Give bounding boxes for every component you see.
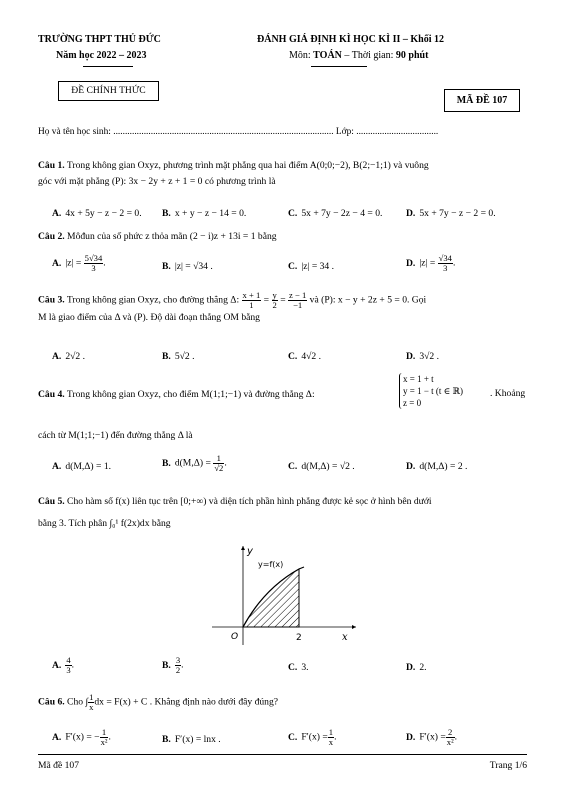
question-6-text-post: dx = F(x) + C . Khẳng định nào dưới đây đúng? bbox=[94, 696, 279, 708]
question-6-text: Cho ∫ bbox=[64, 696, 89, 708]
fraction bbox=[288, 291, 307, 310]
question-3-text-post: và (P): x − y + 2z + 5 = 0. Gọi bbox=[307, 294, 427, 306]
q2-option-b[interactable] bbox=[162, 261, 213, 272]
x-tick-label: 2 bbox=[296, 633, 302, 643]
fraction bbox=[242, 291, 262, 310]
option-label: C. bbox=[288, 208, 298, 219]
fraction bbox=[65, 656, 71, 675]
x-axis-arrow bbox=[352, 625, 356, 629]
q5-option-b[interactable]: B. $\frac{3}{2}$ . bbox=[162, 655, 184, 675]
option-label: A. bbox=[52, 731, 62, 743]
footer-exam-code: Mã đề 107 bbox=[38, 760, 80, 771]
denominator: x bbox=[89, 702, 94, 712]
question-5 bbox=[38, 491, 533, 535]
q4-option-a[interactable] bbox=[52, 461, 111, 472]
exam-code: MÃ ĐỀ 107 bbox=[456, 95, 508, 106]
option-label: C. bbox=[288, 662, 298, 673]
subject-name: TOÁN bbox=[313, 50, 342, 61]
numerator: z − 1 bbox=[289, 290, 307, 300]
option-text: F′(x) = − bbox=[65, 731, 100, 743]
q1-option-d[interactable] bbox=[406, 208, 496, 219]
denominator: x² bbox=[100, 737, 108, 747]
year-underline bbox=[83, 66, 133, 67]
q3-option-a[interactable] bbox=[52, 351, 85, 362]
time-label: – Thời gian: bbox=[341, 50, 396, 61]
question-4-text-post: . Khoảng bbox=[490, 388, 526, 399]
question-1-label: Câu 1. bbox=[38, 160, 65, 171]
option-label: D. bbox=[406, 208, 416, 219]
option-label: A. bbox=[52, 257, 62, 269]
option-label: D. bbox=[406, 461, 416, 472]
student-info-line: Họ và tên học sinh: .............................................................................................. Lớp: ................................... bbox=[38, 127, 439, 137]
y-axis-label: y bbox=[247, 546, 253, 557]
fraction bbox=[175, 656, 181, 675]
option-label: D. bbox=[406, 731, 416, 743]
option-text: 3. bbox=[301, 662, 309, 673]
numerator: 4 bbox=[66, 655, 71, 665]
question-4 bbox=[38, 388, 315, 402]
fraction bbox=[438, 254, 453, 273]
q3-option-b[interactable] bbox=[162, 351, 194, 362]
option-label: B. bbox=[162, 261, 171, 272]
option-text: d(M,Δ) = 1. bbox=[65, 461, 112, 472]
question-6-label: Câu 6. bbox=[38, 696, 65, 708]
exam-code-box bbox=[444, 89, 520, 112]
denominator: 3 bbox=[66, 665, 71, 675]
numerator: 5√34 bbox=[84, 253, 103, 263]
q4-option-c[interactable] bbox=[288, 461, 355, 472]
exam-time: 90 phút bbox=[395, 50, 429, 61]
q2-option-c[interactable] bbox=[288, 261, 334, 272]
q5-option-c[interactable] bbox=[288, 662, 309, 673]
option-text: 5x + 7y − 2z − 4 = 0. bbox=[301, 208, 383, 219]
option-label: C. bbox=[288, 351, 298, 362]
option-label: A. bbox=[52, 461, 62, 472]
question-1-text: Trong không gian Oxyz, phương trình mặt phẳng qua hai điểm A(0;0;−2), B(2;−1;1) và vuông bbox=[64, 160, 429, 171]
question-3-text: Trong không gian Oxyz, cho đường thẳng Δ: bbox=[64, 294, 242, 306]
question-3: Câu 3. Trong không gian Oxyz, cho đường thẳng Δ: $\frac{x + 1}{1}$ = $\frac{y}{2}$ = $\frac{z - 1}{-1}$ và (P): x − y + 2z + 5 = 0. Gọi M là giao điểm của Δ và (P). Độ dài đoạn thẳng OM bằng bbox=[38, 290, 427, 323]
option-text: 4x + 5y − z − 2 = 0. bbox=[65, 208, 142, 219]
question-2-label: Câu 2. bbox=[38, 231, 65, 242]
option-label: B. bbox=[162, 457, 171, 469]
option-label: B. bbox=[162, 208, 171, 219]
numerator: 3 bbox=[175, 655, 181, 665]
option-text: 2. bbox=[419, 662, 427, 673]
denominator: 3 bbox=[443, 263, 448, 273]
function-label: y=f(x) bbox=[258, 560, 284, 569]
footer-page-number: Trang 1/6 bbox=[489, 760, 527, 771]
question-5-label: Câu 5. bbox=[38, 496, 65, 507]
question-2-text: Môđun của số phức z thỏa mãn (2 − i)z + 13i = 1 bằng bbox=[64, 231, 277, 242]
system-eq-3: z = 0 bbox=[403, 398, 422, 408]
subject-line bbox=[289, 50, 428, 61]
option-text: 4√2 . bbox=[301, 351, 321, 362]
question-5-text: Cho hàm số f(x) liên tục trên [0;+∞) và diện tích phần hình phẳng được kẻ sọc ở hình bên dưới bbox=[64, 496, 432, 507]
system-brace bbox=[399, 373, 463, 409]
q6-option-b[interactable] bbox=[162, 734, 221, 745]
option-label: B. bbox=[162, 659, 171, 671]
option-text: |z| = √34 . bbox=[174, 261, 213, 272]
question-1 bbox=[38, 158, 533, 190]
fraction bbox=[272, 291, 278, 310]
question-3-text-b: M là giao điểm của Δ và (P). Độ dài đoạn thẳng OM bằng bbox=[38, 312, 260, 323]
function-graph bbox=[210, 543, 360, 648]
numerator: 1 bbox=[89, 692, 94, 702]
subject-underline bbox=[311, 66, 367, 67]
option-text: x + y − z − 14 = 0. bbox=[174, 208, 247, 219]
school-year: Năm học 2022 – 2023 bbox=[56, 50, 147, 61]
denominator: −1 bbox=[293, 300, 303, 310]
q4-option-d[interactable] bbox=[406, 461, 467, 472]
question-4-label: Câu 4. bbox=[38, 389, 65, 400]
official-exam-label: ĐỀ CHÍNH THỨC bbox=[71, 85, 146, 96]
q3-option-c[interactable] bbox=[288, 351, 321, 362]
numerator: 2 bbox=[446, 728, 455, 738]
fraction bbox=[84, 254, 104, 273]
numerator: x + 1 bbox=[242, 290, 261, 300]
denominator: x² bbox=[446, 737, 454, 747]
q6-option-d[interactable]: D. F′(x) = $\frac{2}{\text{x²}}$ . bbox=[406, 727, 458, 747]
footer-divider bbox=[38, 754, 527, 755]
option-text: 5√2 . bbox=[174, 351, 195, 362]
q5-option-d[interactable] bbox=[406, 662, 427, 673]
option-text: F′(x) = bbox=[301, 731, 328, 743]
q2-option-a[interactable]: A. |z| = $\frac{5√34}{3}$ . bbox=[52, 253, 106, 273]
q2-option-d[interactable]: D. |z| = $\frac{√34}{3}$ . bbox=[406, 253, 456, 273]
subject-prefix: Môn: bbox=[289, 50, 314, 61]
fraction bbox=[213, 454, 224, 473]
y-axis-arrow bbox=[241, 546, 245, 550]
system-eq-1: x = 1 + t bbox=[403, 374, 434, 384]
question-2 bbox=[38, 229, 533, 245]
option-text: |z| = bbox=[65, 257, 82, 269]
question-4-text-b: cách từ M(1;1;−1) đến đường thẳng Δ là bbox=[38, 430, 193, 441]
denominator: √2 bbox=[214, 463, 224, 473]
q6-option-a[interactable]: A. F′(x) = − $\frac{1}{\text{x²}}$ . bbox=[52, 727, 111, 747]
option-label: A. bbox=[52, 208, 62, 219]
denominator: x bbox=[328, 737, 334, 747]
denominator: 1 bbox=[249, 300, 254, 310]
q1-option-b[interactable] bbox=[162, 208, 246, 219]
q1-option-c[interactable] bbox=[288, 208, 382, 219]
q5-option-a[interactable]: A. $\frac{4}{3}$ . bbox=[52, 655, 75, 675]
option-label: D. bbox=[406, 662, 416, 673]
line-equation-system bbox=[399, 373, 463, 409]
option-text: |z| = 34 . bbox=[301, 261, 335, 272]
option-label: B. bbox=[162, 351, 171, 362]
q6-option-c[interactable]: C. F′(x) = $\frac{1}{x}$ . bbox=[288, 727, 337, 747]
system-eq-2: y = 1 − t (t ∈ ℝ) bbox=[403, 386, 464, 396]
question-5-text-b: bằng 3. Tích phân ∫₀¹ f(2x)dx bằng bbox=[38, 518, 171, 529]
q4-option-b[interactable]: B. d(M,Δ) = $\frac{1}{√2}$ . bbox=[162, 453, 227, 473]
question-6 bbox=[38, 693, 278, 712]
fraction bbox=[328, 728, 334, 747]
question-1-text-b: góc với mặt phẳng (P): 3x − 2y + z + 1 = 0 có phương trình là bbox=[38, 176, 276, 187]
numerator: 1 bbox=[328, 727, 334, 737]
option-text: d(M,Δ) = 2 . bbox=[419, 461, 468, 472]
option-text: d(M,Δ) = √2 . bbox=[301, 461, 355, 472]
numerator: y bbox=[272, 290, 277, 300]
q1-option-a[interactable] bbox=[52, 208, 142, 219]
option-label: C. bbox=[288, 261, 298, 272]
question-3-label: Câu 3. bbox=[38, 294, 65, 306]
denominator: 2 bbox=[175, 665, 181, 675]
denominator: 2 bbox=[272, 300, 277, 310]
option-label: A. bbox=[52, 659, 62, 671]
option-label: A. bbox=[52, 351, 62, 362]
option-text: F′(x) = lnx . bbox=[174, 734, 221, 745]
numerator: 1 bbox=[100, 728, 109, 738]
numerator: 1 bbox=[213, 454, 224, 464]
option-text: 2√2 . bbox=[65, 351, 85, 362]
x-axis-label: x bbox=[342, 632, 348, 643]
shaded-area bbox=[243, 569, 299, 627]
option-text: |z| = bbox=[419, 257, 436, 269]
origin-label: O bbox=[231, 632, 239, 642]
question-4-text: Trong không gian Oxyz, cho điểm M(1;1;−1) và đường thẳng Δ: bbox=[64, 389, 315, 400]
fraction bbox=[446, 728, 455, 747]
option-label: C. bbox=[288, 731, 298, 743]
option-text: 5x + 7y − z − 2 = 0. bbox=[419, 208, 496, 219]
fraction bbox=[100, 728, 109, 747]
numerator: √34 bbox=[438, 253, 452, 263]
school-name: TRƯỜNG THPT THỦ ĐỨC bbox=[38, 34, 161, 45]
option-label: D. bbox=[406, 257, 416, 269]
exam-title: ĐÁNH GIÁ ĐỊNH KÌ HỌC KÌ II – Khối 12 bbox=[257, 34, 444, 45]
q3-option-d[interactable] bbox=[406, 351, 439, 362]
option-text: 3√2 . bbox=[419, 351, 439, 362]
option-label: B. bbox=[162, 734, 171, 745]
denominator: 3 bbox=[91, 263, 96, 273]
option-text: d(M,Δ) = bbox=[174, 457, 211, 469]
option-text: F′(x) = bbox=[419, 731, 446, 743]
option-label: C. bbox=[288, 461, 298, 472]
option-label: D. bbox=[406, 351, 416, 362]
official-exam-box bbox=[58, 81, 159, 101]
